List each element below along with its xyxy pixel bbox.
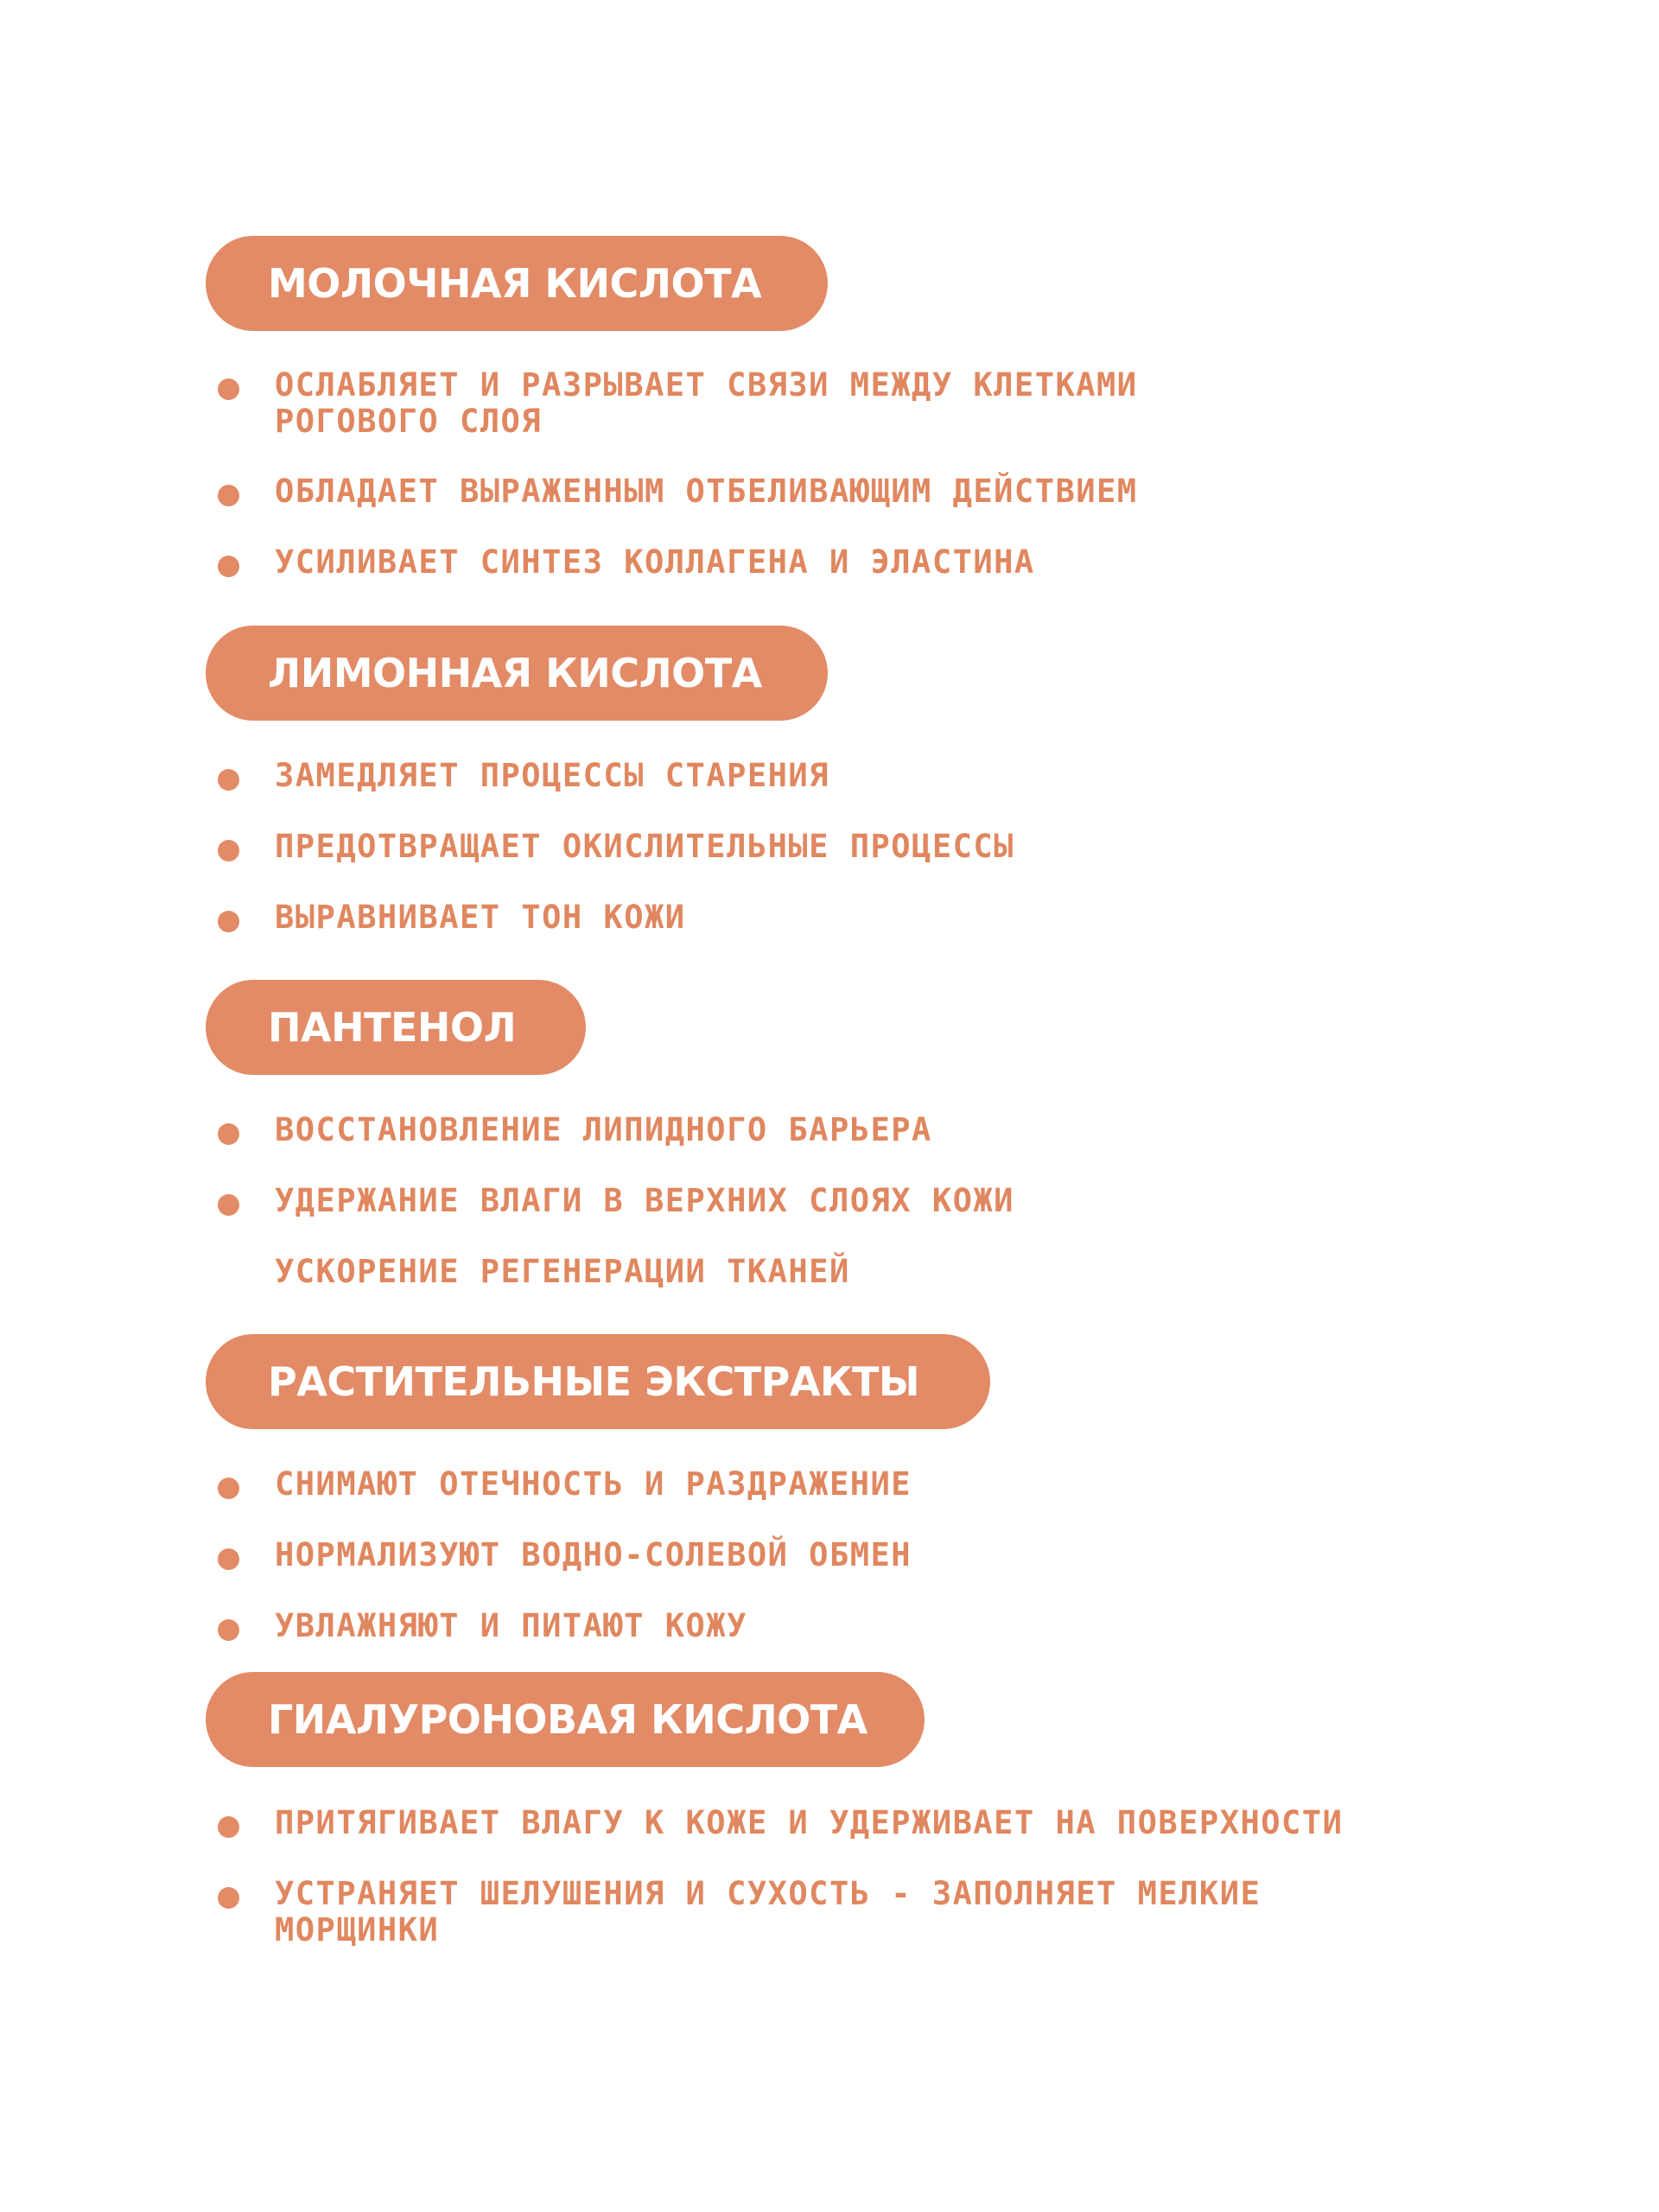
- list-item-text: СНИМАЮТ ОТЕЧНОСТЬ И РАЗДРАЖЕНИЕ: [275, 1465, 912, 1503]
- section-title-pill: РАСТИТЕЛЬНЫЕ ЭКСТРАКТЫ: [206, 1334, 990, 1429]
- list-item-text: ОСЛАБЛЯЕТ И РАЗРЫВАЕТ СВЯЗИ МЕЖДУ КЛЕТКАМИ РОГОВОГО СЛОЯ: [275, 366, 1138, 440]
- list-item: [218, 1876, 1514, 1948]
- list-item-text: ПРЕДОТВРАЩАЕТ ОКИСЛИТЕЛЬНЫЕ ПРОЦЕССЫ: [275, 828, 1014, 865]
- bullet-dot: [218, 840, 239, 861]
- list-item: [218, 1254, 1514, 1290]
- list-item-text: НОРМАЛИЗУЮТ ВОДНО-СОЛЕВОЙ ОБМЕН: [275, 1536, 912, 1573]
- list-item-text: ЗАМЕДЛЯЕТ ПРОЦЕССЫ СТАРЕНИЯ: [275, 757, 830, 794]
- list-item-text: УСИЛИВАЕТ СИНТЕЗ КОЛЛАГЕНА И ЭЛАСТИНА: [275, 543, 1035, 581]
- list-item: [218, 1112, 1514, 1148]
- bullet-dot: [218, 556, 239, 577]
- list-item: [218, 1537, 1514, 1573]
- list-item-text: ОБЛАДАЕТ ВЫРАЖЕННЫМ ОТБЕЛИВАЮЩИМ ДЕЙСТВИЕМ: [275, 473, 1138, 510]
- list-item-text: УВЛАЖНЯЮТ И ПИТАЮТ КОЖУ: [275, 1607, 747, 1644]
- bullet-dot: [218, 1619, 239, 1641]
- list-item-text: ПРИТЯГИВАЕТ ВЛАГУ К КОЖЕ И УДЕРЖИВАЕТ НА ПОВЕРХНОСТИ: [275, 1804, 1344, 1841]
- list-item-text: УДЕРЖАНИЕ ВЛАГИ В ВЕРХНИХ СЛОЯХ КОЖИ: [275, 1182, 1014, 1219]
- list-item-text: УСТРАНЯЕТ ШЕЛУШЕНИЯ И СУХОСТЬ - ЗАПОЛНЯЕТ МЕЛКИЕ МОРЩИНКИ: [275, 1875, 1262, 1948]
- bullet-dot: [218, 1548, 239, 1570]
- list-item-text: УСКОРЕНИЕ РЕГЕНЕРАЦИИ ТКАНЕЙ: [275, 1253, 850, 1290]
- bullet-dot: [218, 1123, 239, 1145]
- bullet-dot: [218, 1887, 239, 1909]
- list-item: [218, 1183, 1514, 1219]
- bullet-dot: [218, 378, 239, 400]
- list-item: [218, 474, 1514, 510]
- list-item: [218, 1466, 1514, 1503]
- list-item: [218, 829, 1514, 865]
- list-item: [218, 1608, 1514, 1644]
- section-title-pill: ПАНТЕНОЛ: [206, 980, 586, 1075]
- bullet-dot: [218, 1194, 239, 1216]
- list-item-text: ВЫРАВНИВАЕТ ТОН КОЖИ: [275, 899, 686, 936]
- bullet-dot: [218, 1478, 239, 1499]
- section-title-pill: ЛИМОННАЯ КИСЛОТА: [206, 626, 828, 721]
- list-item: [218, 367, 1514, 440]
- list-item: [218, 1805, 1514, 1841]
- list-item-text: ВОССТАНОВЛЕНИЕ ЛИПИДНОГО БАРЬЕРА: [275, 1111, 932, 1148]
- bullet-dot: [218, 485, 239, 506]
- list-item: [218, 899, 1514, 936]
- bullet-dot: [218, 769, 239, 791]
- list-item: [218, 544, 1514, 581]
- bullet-dot: [218, 1816, 239, 1838]
- section-title-pill: ГИАЛУРОНОВАЯ КИСЛОТА: [206, 1672, 925, 1767]
- list-item: [218, 758, 1514, 794]
- bullet-dot: [218, 911, 239, 932]
- section-title-pill: МОЛОЧНАЯ КИСЛОТА: [206, 236, 828, 331]
